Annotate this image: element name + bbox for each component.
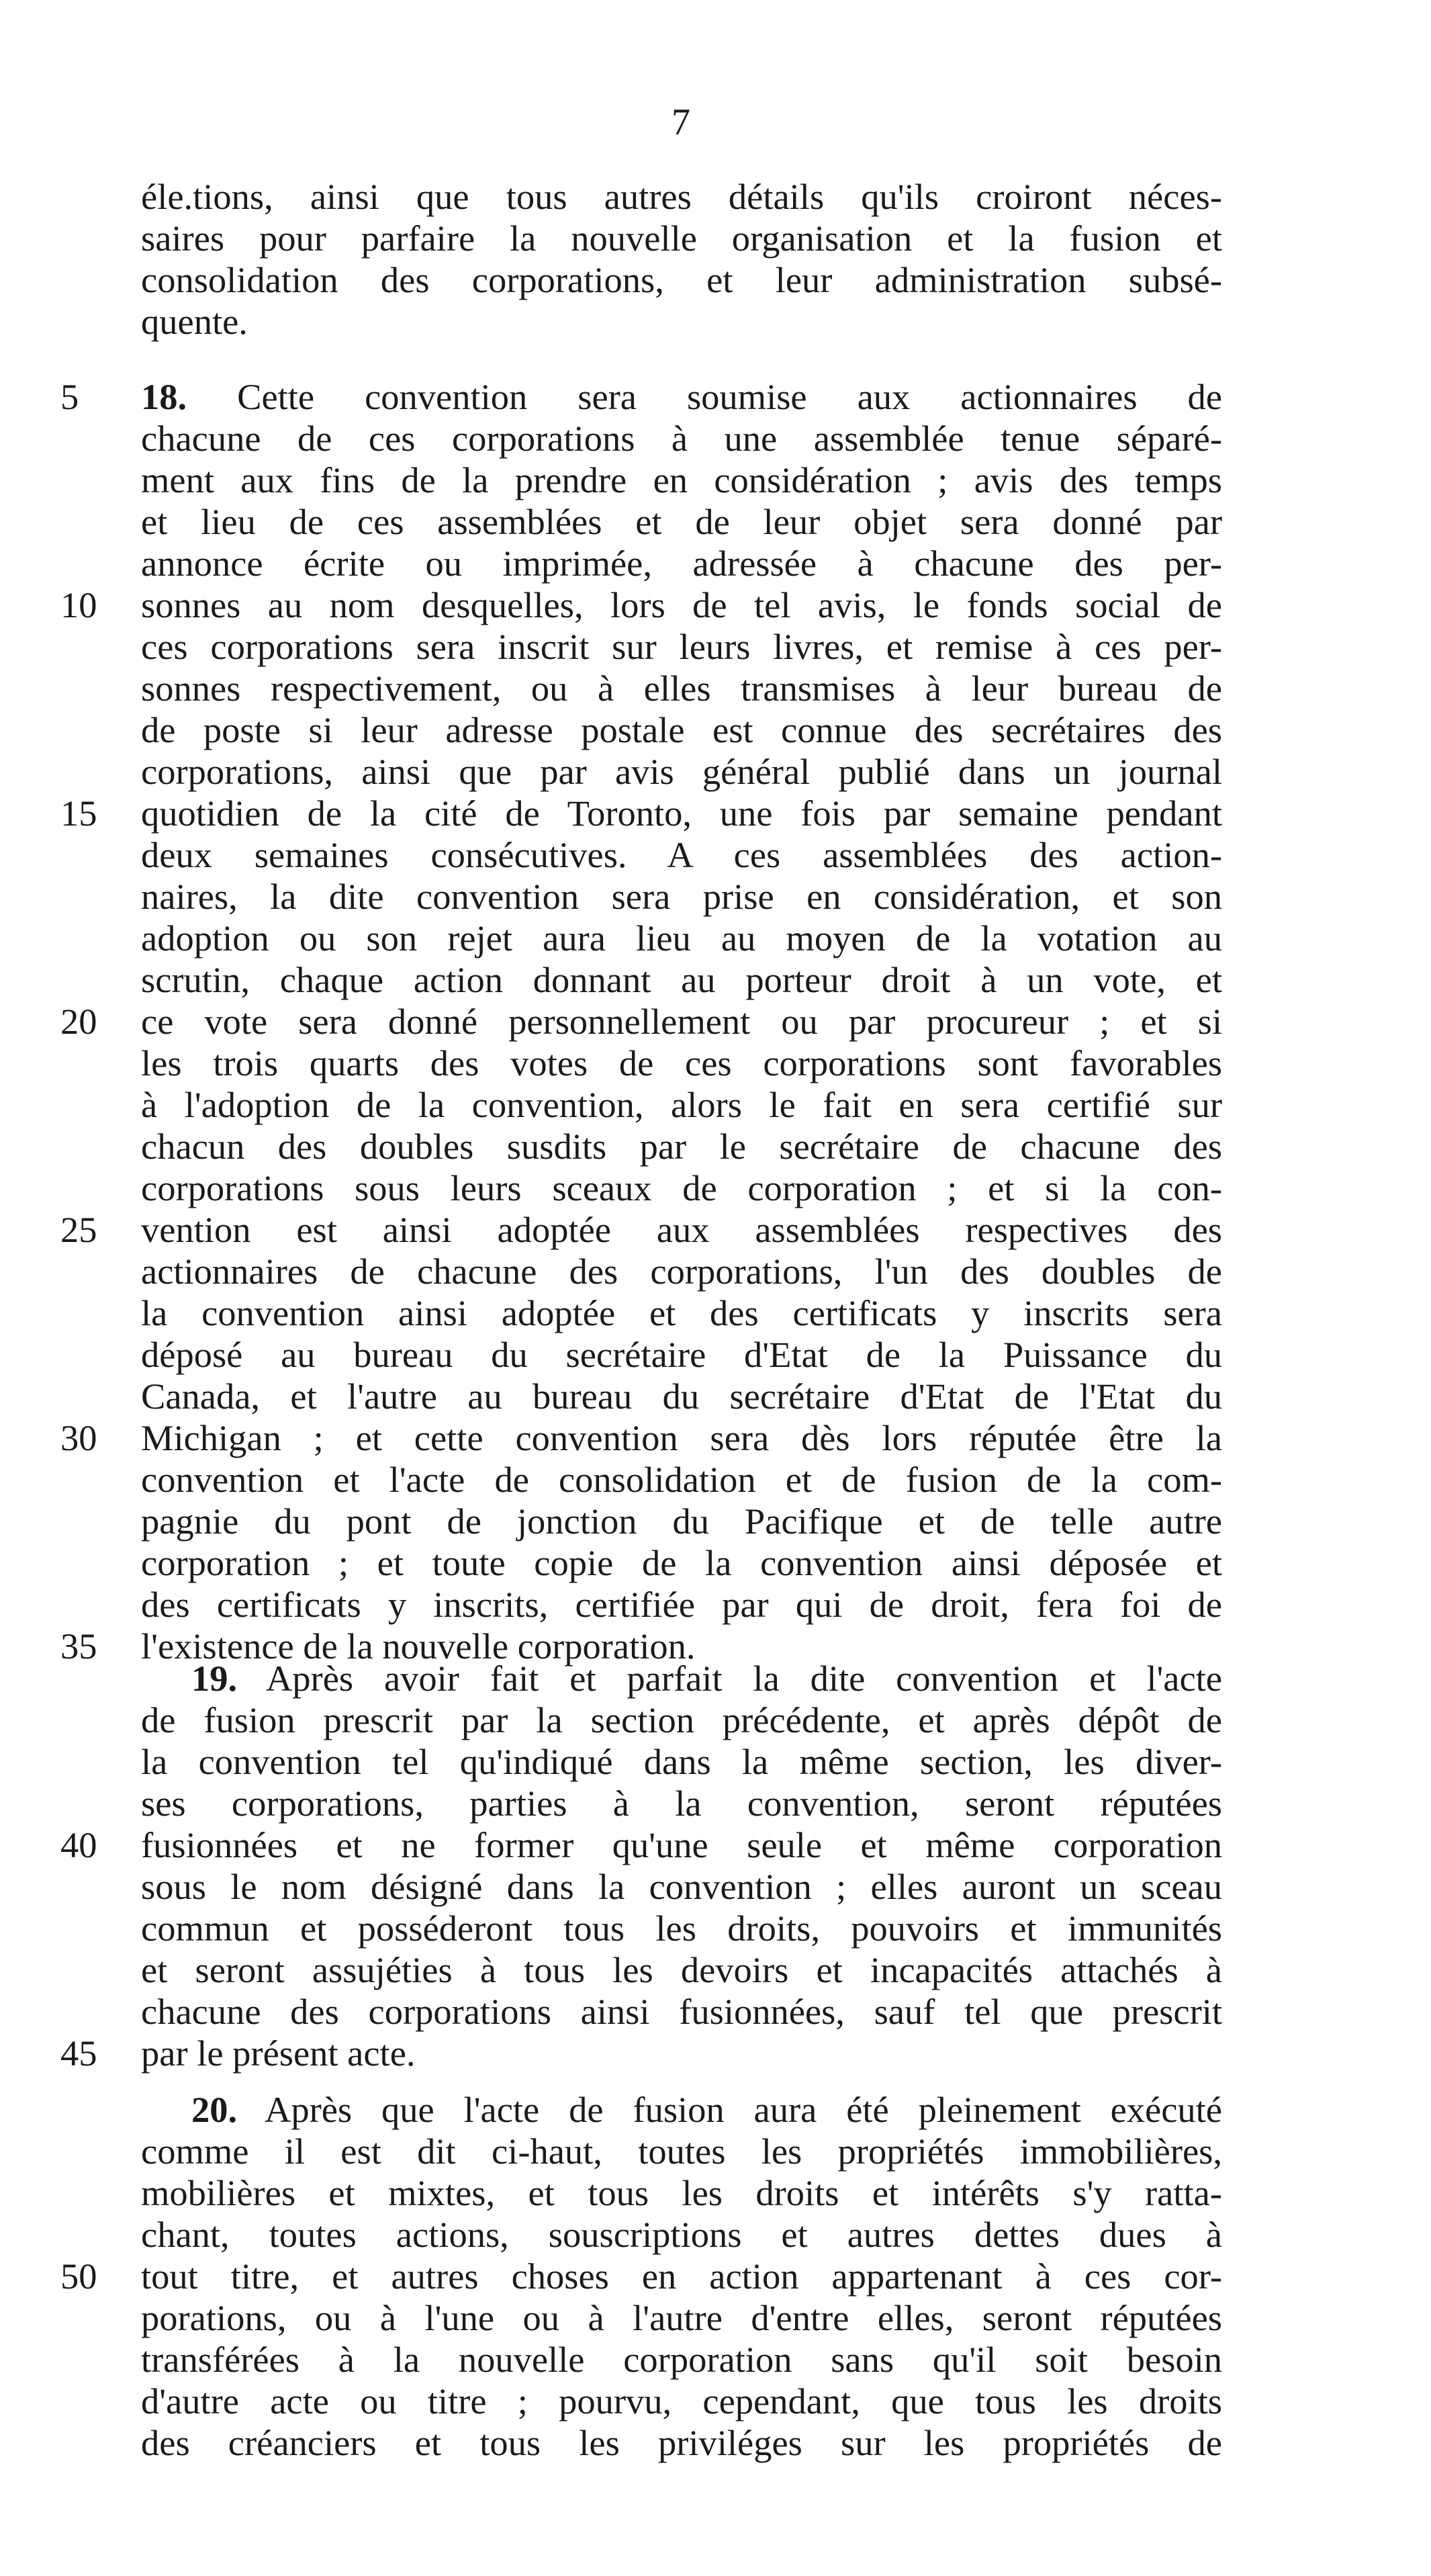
- section-19: [60, 1658, 1222, 2074]
- line-text: de poste si leur adresse postale est connue des secrétaires des: [141, 709, 1222, 750]
- line-text: quotidien de la cité de Toronto, une fois par semaine pendant: [141, 793, 1222, 834]
- line-text: ces corporations sera inscrit sur leurs livres, et remise à ces per-: [141, 626, 1222, 667]
- text-line: [141, 2172, 1222, 2214]
- text-line: [141, 1459, 1222, 1501]
- line-text: corporations, ainsi que par avis général publié dans un journal: [141, 751, 1222, 792]
- line-text: Canada, et l'autre au bureau du secrétaire d'Etat de l'Etat du: [141, 1376, 1222, 1417]
- text-line: [141, 1501, 1222, 1542]
- text-line: [60, 1417, 1222, 1459]
- line-text: chacun des doubles susdits par le secrétaire de chacune des: [141, 1126, 1222, 1167]
- text-line: [141, 918, 1222, 959]
- text-line: [60, 2256, 1222, 2297]
- text-line: [141, 176, 1222, 218]
- text-line: [141, 2297, 1222, 2339]
- line-text: Cette convention sera soumise aux actionnaires de: [187, 376, 1222, 417]
- text-line: [141, 459, 1222, 501]
- line-text: d'autre acte ou titre ; pourvu, cependant, que tous les droits: [141, 2381, 1222, 2422]
- line-text: chacune de ces corporations à une assemblée tenue séparé-: [141, 418, 1222, 459]
- text-line: [141, 2339, 1222, 2381]
- line-number: 40: [60, 1824, 97, 1865]
- text-line: [141, 626, 1222, 668]
- line-text: à l'adoption de la convention, alors le fait en sera certifié sur: [141, 1084, 1222, 1125]
- text-line: [141, 1741, 1222, 1783]
- text-line: [141, 876, 1222, 918]
- line-number: 35: [60, 1626, 97, 1667]
- line-text: la convention ainsi adoptée et des certificats y inscrits sera: [141, 1292, 1222, 1333]
- section-number: 20.: [191, 2089, 238, 2130]
- line-text: l'existence de la nouvelle corporation.: [141, 1626, 696, 1667]
- line-number: 50: [60, 2256, 97, 2297]
- text-line: [141, 1908, 1222, 1949]
- line-text: la convention tel qu'indiqué dans la même section, les diver-: [141, 1741, 1222, 1782]
- text-line: [141, 543, 1222, 584]
- line-text: vention est ainsi adoptée aux assemblées respectives des: [141, 1209, 1222, 1250]
- line-text: ses corporations, parties à la convention, seront réputées: [141, 1783, 1222, 1824]
- line-number: 20: [60, 1001, 97, 1042]
- text-line: [60, 376, 1222, 418]
- text-line: [141, 2089, 1222, 2131]
- page-number: 7: [672, 101, 690, 143]
- line-text: commun et posséderont tous les droits, pouvoirs et immunités: [141, 1908, 1222, 1949]
- line-text: éle.tions, ainsi que tous autres détails qu'ils croiront néces-: [141, 176, 1222, 217]
- line-text: fusionnées et ne former qu'une seule et même corporation: [141, 1824, 1222, 1865]
- paragraph-continuation: [141, 176, 1222, 343]
- line-text: par le présent acte.: [141, 2033, 416, 2074]
- text-line: [141, 1126, 1222, 1167]
- line-number: 30: [60, 1417, 97, 1458]
- text-line: [141, 709, 1222, 751]
- text-line: [60, 1001, 1222, 1042]
- line-text: corporations sous leurs sceaux de corporation ; et si la con-: [141, 1167, 1222, 1208]
- line-text: Michigan ; et cette convention sera dès lors réputée être la: [141, 1417, 1222, 1458]
- text-line: [141, 1334, 1222, 1376]
- line-text: sonnes au nom desquelles, lors de tel avis, le fonds social de: [141, 584, 1222, 625]
- line-text: de fusion prescrit par la section précédente, et après dépôt de: [141, 1699, 1222, 1740]
- text-line: [60, 793, 1222, 834]
- line-number: 15: [60, 793, 97, 834]
- line-text: adoption ou son rejet aura lieu au moyen de la votation au: [141, 918, 1222, 959]
- text-line: [141, 1658, 1222, 1699]
- section-18: [60, 376, 1222, 1667]
- line-text: ment aux fins de la prendre en considération ; avis des temps: [141, 459, 1222, 500]
- line-text: des certificats y inscrits, certifiée par qui de droit, fera foi de: [141, 1584, 1222, 1625]
- text-line: [141, 2214, 1222, 2256]
- line-text: scrutin, chaque action donnant au porteur droit à un vote, et: [141, 959, 1222, 1000]
- line-text: porations, ou à l'une ou à l'autre d'entre elles, seront réputées: [141, 2297, 1222, 2338]
- text-line: [141, 1376, 1222, 1417]
- section-20: [60, 2089, 1222, 2464]
- line-number: 10: [60, 584, 97, 625]
- line-text: mobilières et mixtes, et tous les droits et intérêts s'y ratta-: [141, 2172, 1222, 2213]
- line-text: des créanciers et tous les priviléges sur les propriétés de: [141, 2422, 1222, 2463]
- line-text: tout titre, et autres choses en action appartenant à ces cor-: [141, 2256, 1222, 2297]
- text-line: [141, 218, 1222, 259]
- text-line: [141, 1866, 1222, 1908]
- line-text: sous le nom désigné dans la convention ; elles auront un sceau: [141, 1866, 1222, 1907]
- line-text: Après avoir fait et parfait la dite convention et l'acte: [237, 1658, 1222, 1699]
- line-text: actionnaires de chacune des corporations, l'un des doubles de: [141, 1251, 1222, 1292]
- text-line: [60, 584, 1222, 626]
- line-text: quente.: [141, 301, 248, 342]
- line-text: consolidation des corporations, et leur administration subsé-: [141, 259, 1222, 300]
- line-text: deux semaines consécutives. A ces assemblées des action-: [141, 834, 1222, 875]
- line-text: naires, la dite convention sera prise en considération, et son: [141, 876, 1222, 917]
- text-line: [141, 1949, 1222, 1991]
- line-text: les trois quarts des votes de ces corporations sont favorables: [141, 1042, 1222, 1083]
- text-line: [141, 1042, 1222, 1084]
- text-line: [60, 1209, 1222, 1251]
- line-number: 45: [60, 2033, 97, 2074]
- line-text: Après que l'acte de fusion aura été pleinement exécuté: [237, 2089, 1222, 2130]
- text-line: [141, 301, 1222, 343]
- text-line: [141, 1542, 1222, 1584]
- text-line: [141, 1167, 1222, 1209]
- text-line: [141, 501, 1222, 543]
- line-text: saires pour parfaire la nouvelle organisation et la fusion et: [141, 218, 1222, 259]
- text-line: [141, 1251, 1222, 1292]
- text-line: [60, 1824, 1222, 1866]
- text-line: [141, 1699, 1222, 1741]
- text-line: [141, 2131, 1222, 2172]
- text-line: [60, 2033, 1222, 2074]
- text-line: [141, 1584, 1222, 1626]
- text-line: [141, 418, 1222, 459]
- text-line: [141, 668, 1222, 709]
- text-line: [141, 259, 1222, 301]
- section-number: 19.: [191, 1658, 238, 1699]
- text-line: [141, 1991, 1222, 2033]
- line-text: sonnes respectivement, ou à elles transmises à leur bureau de: [141, 668, 1222, 709]
- line-number: 5: [60, 376, 79, 417]
- line-text: et seront assujéties à tous les devoirs et incapacités attachés à: [141, 1949, 1222, 1990]
- text-line: [141, 959, 1222, 1001]
- line-text: transférées à la nouvelle corporation sans qu'il soit besoin: [141, 2339, 1222, 2380]
- line-text: et lieu de ces assemblées et de leur objet sera donné par: [141, 501, 1222, 542]
- line-text: pagnie du pont de jonction du Pacifique et de telle autre: [141, 1501, 1222, 1542]
- line-number: 25: [60, 1209, 97, 1250]
- line-text: ce vote sera donné personnellement ou par procureur ; et si: [141, 1001, 1222, 1042]
- line-text: chacune des corporations ainsi fusionnées, sauf tel que prescrit: [141, 1991, 1222, 2032]
- text-line: [141, 834, 1222, 876]
- section-number: 18.: [141, 376, 187, 417]
- line-text: annonce écrite ou imprimée, adressée à chacune des per-: [141, 543, 1222, 584]
- text-line: [141, 1084, 1222, 1126]
- line-text: comme il est dit ci-haut, toutes les propriétés immobilières,: [141, 2131, 1222, 2172]
- text-line: [141, 1783, 1222, 1824]
- text-line: [141, 2381, 1222, 2422]
- text-line: [141, 751, 1222, 793]
- text-line: [141, 2422, 1222, 2464]
- line-text: convention et l'acte de consolidation et de fusion de la com-: [141, 1459, 1222, 1500]
- line-text: chant, toutes actions, souscriptions et autres dettes dues à: [141, 2214, 1222, 2255]
- text-line: [141, 1292, 1222, 1334]
- line-text: corporation ; et toute copie de la convention ainsi déposée et: [141, 1542, 1222, 1583]
- line-text: déposé au bureau du secrétaire d'Etat de la Puissance du: [141, 1334, 1222, 1375]
